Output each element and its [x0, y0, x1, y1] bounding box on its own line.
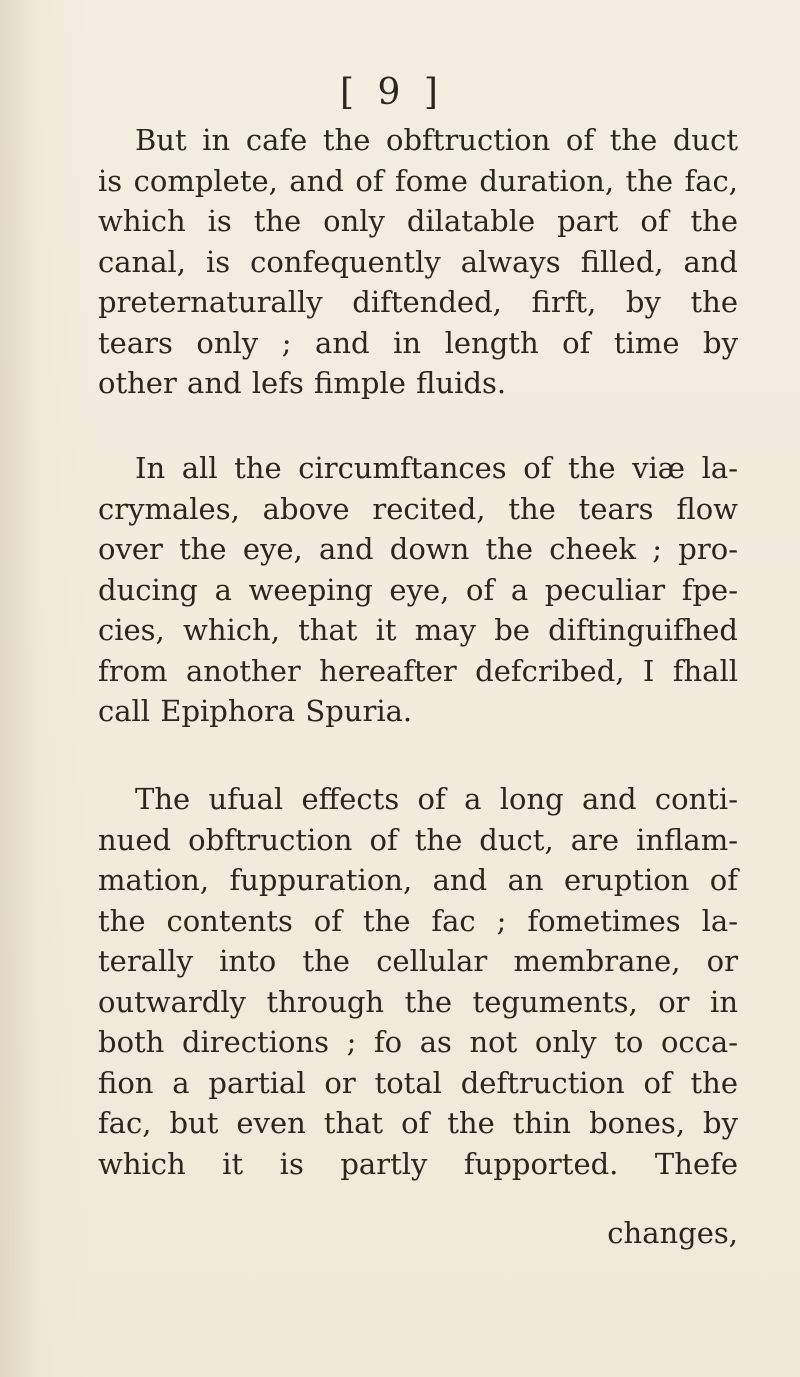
text-line: outwardly through the teguments, or in [98, 984, 738, 1019]
text-line: both directions ; fo as not only to occa- [98, 1025, 738, 1059]
text-line: the contents of the fac ; fometimes la- [98, 903, 738, 938]
paragraph-3 [98, 779, 738, 1184]
text-line: call Epiphora Spuria. [98, 694, 413, 728]
text-line: ducing a weeping eye, of a peculiar fpe- [98, 572, 738, 607]
text-line: The ufual effects of a long and conti- [135, 782, 738, 816]
text-line: terally into the cellular membrane, or [98, 944, 738, 978]
text-line: other and lefs fimple fluids. [98, 366, 507, 400]
paragraph-2 [98, 448, 738, 732]
text-line: canal, is confequently always filled, and [98, 244, 738, 279]
text-line: from another hereafter defcribed, I fhall [98, 653, 738, 688]
page-number: [ 9 ] [340, 72, 444, 113]
text-line: fion a partial or total deftruction of the [98, 1065, 738, 1100]
text-line: crymales, above recited, the tears flow [98, 491, 738, 526]
text-line: cies, which, that it may be diftinguifhed [98, 613, 738, 647]
catchword: changes, [607, 1216, 738, 1250]
text-line: tears only ; and in length of time by [98, 325, 738, 360]
text-line: nued obftruction of the duct, are inflam- [98, 822, 738, 857]
paragraph-1 [98, 120, 738, 404]
text-line: fac, but even that of the thin bones, by [98, 1106, 738, 1140]
text-line: But in cafe the obftruction of the duct [135, 123, 738, 157]
text-line: preternaturally diftended, firft, by the [98, 285, 738, 319]
text-line: which it is partly fupported. Thefe [98, 1146, 738, 1181]
text-line: is complete, and of fome duration, the fac, [98, 163, 738, 198]
text-line: which is the only dilatable part of the [98, 204, 738, 238]
text-line: In all the circumftances of the viæ la- [135, 451, 738, 485]
text-line: over the eye, and down the cheek ; pro- [98, 532, 738, 566]
text-line: mation, fuppuration, and an eruption of [98, 863, 738, 897]
